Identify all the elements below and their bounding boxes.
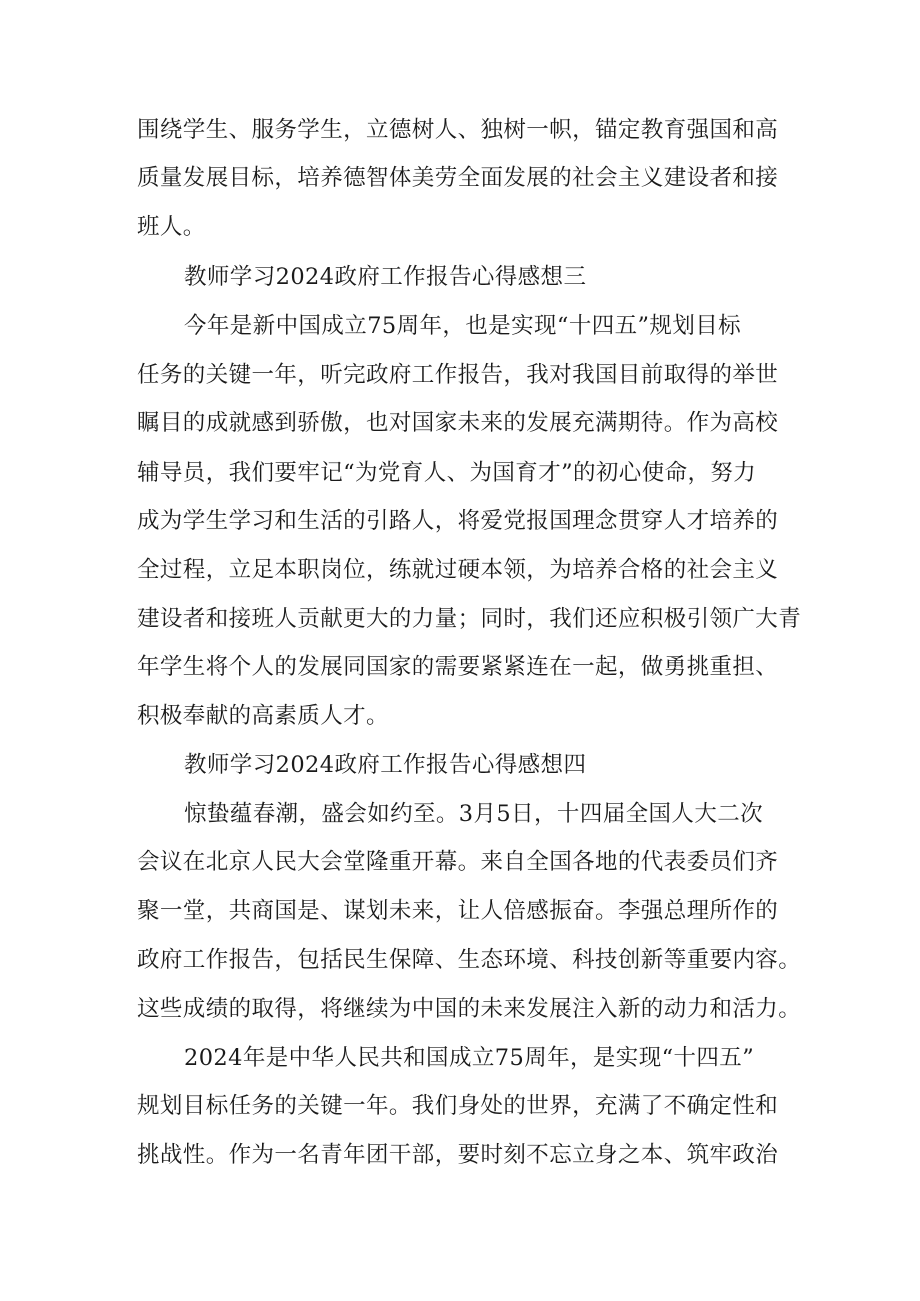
paragraph-line: 这些成绩的取得，将继续为中国的未来发展注入新的动力和活力。 — [137, 996, 802, 1022]
paragraph-line: 辅导员，我们要牢记“为党育人、为国育才”的初心使命，努力 — [137, 460, 757, 486]
paragraph-line: 建设者和接班人贡献更大的力量；同时，我们还应积极引领广大青 — [137, 606, 802, 632]
paragraph-line: 全过程，立足本职岗位，练就过硬本领，为培养合格的社会主义 — [137, 557, 779, 583]
section-heading: 教师学习2024政府工作报告心得感想三 — [184, 264, 587, 290]
paragraph-line: 积极奉献的高素质人才。 — [137, 703, 389, 729]
section-heading: 教师学习2024政府工作报告心得感想四 — [184, 752, 587, 778]
paragraph-line: 政府工作报告，包括民生保障、生态环境、科技创新等重要内容。 — [137, 947, 802, 973]
paragraph-line: 围绕学生、服务学生，立德树人、独树一帜，锚定教育强国和高 — [137, 117, 779, 143]
paragraph-line: 惊蛰蕴春潮，盛会如约至。3月5日，十四届全国人大二次 — [184, 801, 764, 827]
paragraph-line: 会议在北京人民大会堂隆重开幕。来自全国各地的代表委员们齐 — [137, 849, 779, 875]
paragraph-line: 质量发展目标，培养德智体美劳全面发展的社会主义建设者和接 — [137, 165, 779, 191]
paragraph-line: 任务的关键一年，听完政府工作报告，我对我国目前取得的举世 — [137, 362, 779, 388]
paragraph-line: 聚一堂，共商国是、谋划未来，让人倍感振奋。李强总理所作的 — [137, 898, 779, 924]
paragraph-line: 规划目标任务的关键一年。我们身处的世界，充满了不确定性和 — [137, 1093, 779, 1119]
paragraph-line: 成为学生学习和生活的引路人，将爱党报国理念贯穿人才培养的 — [137, 508, 779, 534]
paragraph-line: 班人。 — [137, 214, 206, 240]
paragraph-line: 瞩目的成就感到骄傲，也对国家未来的发展充满期待。作为高校 — [137, 410, 779, 436]
paragraph-line: 挑战性。作为一名青年团干部，要时刻不忘立身之本、筑牢政治 — [137, 1142, 779, 1168]
paragraph-line: 今年是新中国成立75周年，也是实现“十四五”规划目标 — [184, 313, 742, 339]
paragraph-line: 2024年是中华人民共和国成立75周年，是实现“十四五” — [184, 1045, 755, 1071]
paragraph-line: 年学生将个人的发展同国家的需要紧紧连在一起，做勇挑重担、 — [137, 654, 779, 680]
